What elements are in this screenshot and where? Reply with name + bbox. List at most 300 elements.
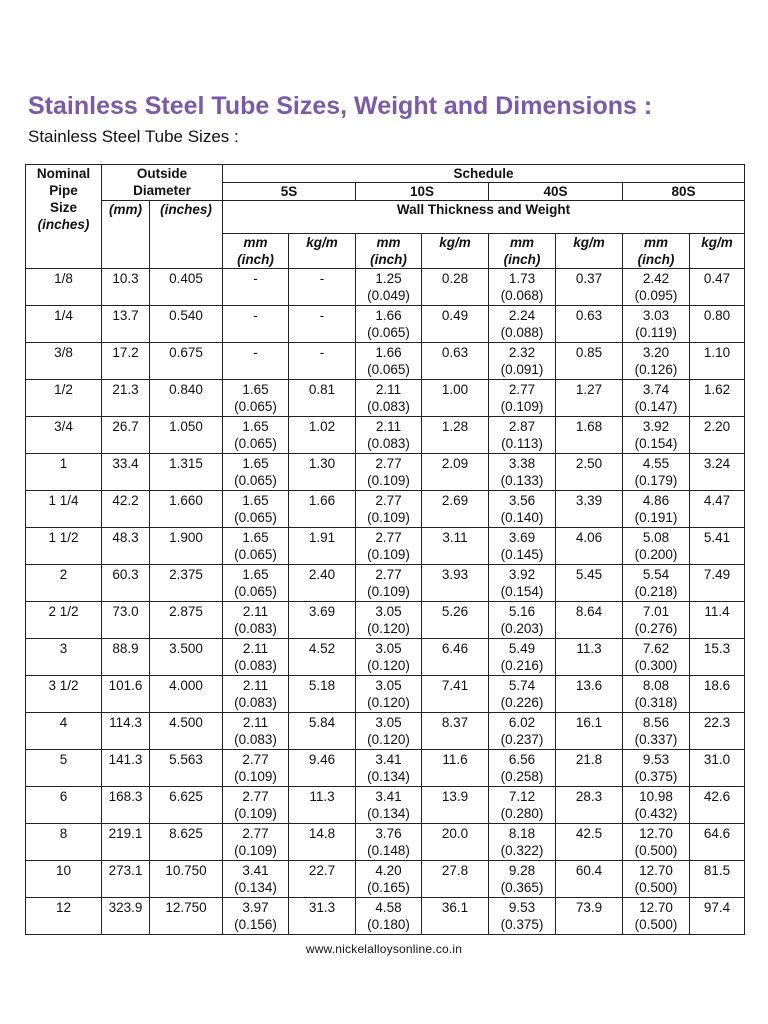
weight-kgm-cell: 22.7 [289,860,356,897]
nominal-size-cell: 3/8 [26,342,102,379]
od-inches-header: (inches) [150,201,223,269]
wall-mm-value: 8.56 [642,714,670,730]
wall-thickness-cell [223,527,289,564]
wall-mm-value: 2.24 [508,307,536,323]
wall-mm-value: 3.05 [375,714,402,730]
weight-kgm-cell: 7.49 [690,564,745,601]
unit-kgm-header: kg/m [690,233,745,268]
weight-kgm-cell: 20.0 [422,823,489,860]
weight-kgm-cell: 13.9 [422,786,489,823]
wall-mm-value: 5.08 [642,529,670,545]
wall-inch-value: (0.065) [234,435,277,451]
wall-mm-value: 2.11 [242,640,269,656]
wall-inch-value: (0.109) [234,842,277,858]
wall-thickness-cell [223,823,289,860]
wall-mm-value: 1.65 [242,455,269,471]
wall-thickness-cell [223,601,289,638]
od-mm-cell: 60.3 [102,564,150,601]
weight-kgm-cell: 14.8 [289,823,356,860]
wall-mm-value: 1.66 [375,344,402,360]
wall-inch-value: (0.083) [367,435,410,451]
wall-inch-value: (0.065) [234,398,277,414]
table-row [26,675,745,712]
wall-inch-value: (0.280) [500,805,544,821]
outside-diameter-header: Outside Diameter [102,165,223,201]
wall-inch-value: (0.083) [234,620,277,636]
weight-kgm-cell: 2.40 [289,564,356,601]
wall-mm-value: 2.11 [242,677,269,693]
wall-thickness-cell [223,379,289,416]
weight-kgm-cell: 64.6 [690,823,745,860]
weight-kgm-cell: 31.0 [690,749,745,786]
wall-mm-value: 12.70 [639,825,673,841]
weight-kgm-cell: 6.46 [422,638,489,675]
weight-kgm-cell: 42.5 [556,823,623,860]
wall-inch-value: (0.375) [500,916,544,932]
nominal-size-cell: 3 1/2 [26,675,102,712]
unit-mm-inch-header: mm (inch) [356,233,422,268]
wall-mm-value: 2.77 [375,566,402,582]
wall-thickness-cell [489,860,556,897]
weight-kgm-cell: 0.28 [422,268,489,305]
wall-thickness-cell [223,564,289,601]
wall-mm-value: 3.38 [508,455,536,471]
weight-kgm-cell: 11.3 [556,638,623,675]
weight-kgm-cell: 4.52 [289,638,356,675]
wall-inch-value: (0.134) [367,768,410,784]
weight-kgm-cell: 3.24 [690,453,745,490]
wall-thickness-cell [356,601,422,638]
weight-kgm-cell: 1.02 [289,416,356,453]
nominal-size-cell: 2 [26,564,102,601]
wall-inch-value: (0.216) [500,657,544,673]
wall-inch-value: (0.179) [634,472,678,488]
wall-mm-value: 9.53 [508,899,536,915]
nominal-size-cell: 1 [26,453,102,490]
weight-kgm-cell: 81.5 [690,860,745,897]
weight-kgm-cell: 60.4 [556,860,623,897]
wall-thickness-cell [489,712,556,749]
od-mm-cell: 88.9 [102,638,150,675]
weight-kgm-cell: 2.20 [690,416,745,453]
weight-kgm-cell: 13.6 [556,675,623,712]
wall-mm-value: 3.76 [375,825,402,841]
wall-thickness-cell [623,638,690,675]
wall-thickness-cell [356,786,422,823]
table-body [26,268,745,934]
wall-mm-value: 2.77 [242,751,269,767]
wall-thickness-cell [623,675,690,712]
weight-kgm-cell: 73.9 [556,897,623,934]
od-inches-cell: 6.625 [150,786,223,823]
od-mm-cell: 219.1 [102,823,150,860]
wall-inch-value: (0.119) [635,324,677,340]
wall-thickness-cell [356,453,422,490]
weight-kgm-cell: 8.37 [422,712,489,749]
od-inches-cell: 4.500 [150,712,223,749]
wall-inch-value: (0.134) [367,805,410,821]
wall-mm-value: 3.92 [508,566,536,582]
wall-mm-value: 2.77 [375,492,402,508]
wall-thickness-cell [623,601,690,638]
wall-thickness-cell [623,860,690,897]
wall-thickness-cell [623,749,690,786]
weight-kgm-cell: 0.80 [690,305,745,342]
weight-kgm-cell: - [289,268,356,305]
weight-kgm-cell: 1.62 [690,379,745,416]
weight-kgm-cell: 1.28 [422,416,489,453]
wall-mm-value: 10.98 [639,788,673,804]
weight-kgm-cell: 11.3 [289,786,356,823]
weight-kgm-cell: 11.4 [690,601,745,638]
nominal-size-cell: 5 [26,749,102,786]
wall-thickness-cell [356,860,422,897]
wall-inch-value: (0.500) [634,879,678,895]
wall-inch-value: (0.065) [234,509,277,525]
wall-inch-value: (0.120) [367,657,410,673]
wall-inch-value: (0.156) [234,916,277,932]
wall-mm-value: 3.69 [508,529,536,545]
weight-kgm-cell: 3.39 [556,490,623,527]
footer-url: www.nickelalloysonline.co.in [305,942,463,956]
table-row [26,860,745,897]
wall-mm-value: 1.65 [242,566,269,582]
weight-kgm-cell: 0.47 [690,268,745,305]
wall-mm-value: 3.97 [242,899,269,915]
wall-inch-value: (0.083) [234,657,277,673]
weight-kgm-cell: 0.63 [422,342,489,379]
wall-mm-value: 1.65 [242,529,269,545]
wall-thickness-cell [623,786,690,823]
schedule-40s-header: 40S [489,183,623,201]
wall-thickness-cell [489,453,556,490]
wall-thickness-cell [489,675,556,712]
od-mm-cell: 323.9 [102,897,150,934]
wall-thickness-cell [489,305,556,342]
wall-mm-value: - [253,270,258,286]
wall-thickness-cell [223,897,289,934]
nominal-size-header-spacer [26,233,102,268]
weight-kgm-cell: 1.30 [289,453,356,490]
wall-mm-value: 1.73 [508,270,536,286]
table-row [26,786,745,823]
page-subtitle: Stainless Steel Tube Sizes : [28,127,239,146]
weight-kgm-cell: 18.6 [690,675,745,712]
wall-inch-value: (0.337) [634,731,678,747]
nominal-size-header: Nominal Pipe Size (inches) [26,165,102,234]
wall-thickness-cell [489,897,556,934]
wall-inch-value: (0.049) [367,287,410,303]
wall-inch-value: (0.432) [634,805,678,821]
wall-thickness-cell [489,823,556,860]
od-inches-cell: 10.750 [150,860,223,897]
wall-thickness-cell [223,786,289,823]
wall-mm-value: 3.92 [642,418,670,434]
wall-thickness-cell [623,564,690,601]
wall-mm-value: 2.87 [508,418,536,434]
weight-kgm-cell: 42.6 [690,786,745,823]
wall-mm-value: - [253,344,258,360]
table-row [26,638,745,675]
table-row [26,897,745,934]
od-mm-cell: 10.3 [102,268,150,305]
wall-mm-value: 4.58 [375,899,402,915]
wall-thickness-cell [623,897,690,934]
nominal-size-cell: 2 1/2 [26,601,102,638]
wall-inch-value: (0.500) [634,916,678,932]
wall-inch-value: (0.258) [500,768,544,784]
table-row [26,379,745,416]
weight-kgm-cell: 0.85 [556,342,623,379]
wall-mm-value: 8.08 [642,677,670,693]
wall-inch-value: (0.120) [367,694,410,710]
od-inches-cell: 2.375 [150,564,223,601]
wall-mm-value: 3.05 [375,677,402,693]
od-inches-cell: 0.675 [150,342,223,379]
wall-mm-value: 3.20 [642,344,670,360]
wall-thickness-cell [489,342,556,379]
nominal-size-cell: 1 1/2 [26,527,102,564]
od-mm-cell: 13.7 [102,305,150,342]
wall-thickness-cell [489,749,556,786]
wall-inch-value: (0.109) [500,398,544,414]
weight-kgm-cell: 16.1 [556,712,623,749]
od-inches-cell: 1.660 [150,490,223,527]
wall-inch-value: (0.109) [234,768,277,784]
table-row [26,268,745,305]
wall-inch-value: (0.109) [367,472,410,488]
wall-thickness-cell [356,416,422,453]
wall-inch-value: (0.065) [234,583,277,599]
od-mm-cell: 26.7 [102,416,150,453]
weight-kgm-cell: 1.27 [556,379,623,416]
weight-kgm-cell: 8.64 [556,601,623,638]
nominal-size-cell: 3 [26,638,102,675]
wall-mm-value: 9.28 [508,862,536,878]
wall-inch-value: (0.109) [367,583,410,599]
wall-mm-value: 2.77 [375,455,402,471]
wall-inch-value: (0.154) [500,583,544,599]
wall-inch-value: (0.083) [234,694,277,710]
table-row [26,527,745,564]
wall-mm-value: 4.55 [642,455,670,471]
wall-thickness-cell [356,564,422,601]
schedule-5s-header: 5S [223,183,356,201]
weight-kgm-cell: 36.1 [422,897,489,934]
wall-thickness-cell [623,712,690,749]
od-mm-cell: 73.0 [102,601,150,638]
wall-inch-value: (0.126) [634,361,678,377]
wall-thickness-cell [223,416,289,453]
nominal-size-cell: 4 [26,712,102,749]
wall-inch-value: (0.109) [367,509,410,525]
wall-inch-value: (0.109) [367,546,410,562]
weight-kgm-cell: 3.69 [289,601,356,638]
wall-mm-value: 2.32 [508,344,536,360]
table-header [26,165,745,269]
wall-thickness-cell [623,305,690,342]
weight-kgm-cell: 2.09 [422,453,489,490]
wall-mm-value: 3.03 [642,307,670,323]
wall-mm-value: 3.41 [242,862,269,878]
wall-thickness-cell [356,305,422,342]
od-mm-header: (mm) [102,201,150,269]
table-row [26,490,745,527]
wall-mm-value: 2.11 [242,714,269,730]
schedule-header: Schedule [223,165,745,183]
od-inches-cell: 0.405 [150,268,223,305]
wall-thickness-cell [489,638,556,675]
weight-kgm-cell: 15.3 [690,638,745,675]
nominal-size-cell: 10 [26,860,102,897]
wall-thickness-cell [489,379,556,416]
wall-inch-value: (0.154) [634,435,678,451]
wall-inch-value: (0.140) [500,509,544,525]
weight-kgm-cell: 1.66 [289,490,356,527]
wall-mm-value: 2.77 [508,381,536,397]
wall-inch-value: (0.203) [500,620,544,636]
weight-kgm-cell: 1.68 [556,416,623,453]
nominal-size-cell: 3/4 [26,416,102,453]
wall-mm-value: 3.74 [642,381,670,397]
weight-kgm-cell: 0.49 [422,305,489,342]
weight-kgm-cell: - [289,342,356,379]
wall-thickness-cell [223,342,289,379]
wall-mm-value: 2.77 [242,825,269,841]
weight-kgm-cell: 11.6 [422,749,489,786]
wall-thickness-cell [356,490,422,527]
wall-inch-value: (0.165) [367,879,410,895]
wall-inch-value: (0.180) [367,916,410,932]
wall-thickness-cell [223,675,289,712]
nominal-size-cell: 1/8 [26,268,102,305]
weight-kgm-cell: 5.84 [289,712,356,749]
wall-mm-value: 2.11 [375,418,402,434]
weight-kgm-cell: 9.46 [289,749,356,786]
wall-mm-value: - [253,307,258,323]
wall-mm-value: 3.05 [375,640,402,656]
wall-mm-value: 6.56 [508,751,536,767]
wall-inch-value: (0.109) [234,805,277,821]
wall-thickness-cell [623,490,690,527]
wall-inch-value: (0.500) [634,842,678,858]
nominal-size-cell: 12 [26,897,102,934]
wall-mm-value: 5.16 [508,603,536,619]
weight-kgm-cell: 1.00 [422,379,489,416]
wall-inch-value: (0.276) [634,620,678,636]
wall-thickness-cell [356,749,422,786]
wall-thickness-cell [356,342,422,379]
wall-mm-value: 7.62 [642,640,670,656]
wall-thickness-cell [489,564,556,601]
wall-thickness-cell [356,379,422,416]
wall-thickness-cell [356,823,422,860]
od-mm-cell: 273.1 [102,860,150,897]
weight-kgm-cell: 1.10 [690,342,745,379]
wall-inch-value: (0.145) [500,546,544,562]
weight-kgm-cell: 28.3 [556,786,623,823]
wall-inch-value: (0.083) [234,731,277,747]
unit-kgm-header: kg/m [422,233,489,268]
weight-kgm-cell: 5.26 [422,601,489,638]
weight-kgm-cell: 0.81 [289,379,356,416]
od-mm-cell: 33.4 [102,453,150,490]
unit-kgm-header: kg/m [556,233,623,268]
od-inches-cell: 3.500 [150,638,223,675]
wall-inch-value: (0.191) [634,509,678,525]
wall-mm-value: 1.66 [375,307,402,323]
table-row [26,342,745,379]
wall-mm-value: 1.65 [242,381,269,397]
wall-inch-value: (0.065) [367,361,410,377]
od-mm-cell: 42.2 [102,490,150,527]
weight-kgm-cell: 21.8 [556,749,623,786]
wall-inch-value: (0.120) [367,620,410,636]
weight-kgm-cell: 5.45 [556,564,623,601]
od-mm-cell: 168.3 [102,786,150,823]
od-inches-cell: 12.750 [150,897,223,934]
od-mm-cell: 114.3 [102,712,150,749]
wall-inch-value: (0.095) [634,287,678,303]
weight-kgm-cell: 7.41 [422,675,489,712]
wall-mm-value: 9.53 [642,751,670,767]
wall-inch-value: (0.318) [634,694,678,710]
nominal-size-cell: 1 1/4 [26,490,102,527]
wall-inch-value: (0.226) [500,694,544,710]
unit-mm-inch-header: mm (inch) [489,233,556,268]
wall-mm-value: 4.20 [375,862,402,878]
weight-kgm-cell: 4.06 [556,527,623,564]
wall-thickness-cell [223,712,289,749]
weight-kgm-cell: 0.37 [556,268,623,305]
wall-mm-value: 2.42 [642,270,670,286]
wall-thickness-cell [356,268,422,305]
wall-thickness-cell [223,490,289,527]
weight-kgm-cell: 5.41 [690,527,745,564]
wall-inch-value: (0.375) [634,768,678,784]
wall-inch-value: (0.065) [234,472,277,488]
wall-thickness-cell [623,268,690,305]
wall-inch-value: (0.365) [500,879,544,895]
od-inches-cell: 1.050 [150,416,223,453]
weight-kgm-cell: 22.3 [690,712,745,749]
wall-mm-value: 2.11 [375,381,402,397]
wall-thickness-cell [623,527,690,564]
od-inches-cell: 4.000 [150,675,223,712]
weight-kgm-cell: 0.63 [556,305,623,342]
wall-thickness-cell [623,342,690,379]
od-inches-cell: 8.625 [150,823,223,860]
wall-thickness-cell [623,453,690,490]
table-row [26,305,745,342]
nominal-size-cell: 6 [26,786,102,823]
weight-kgm-cell: - [289,305,356,342]
wall-mm-value: 3.05 [375,603,402,619]
wall-mm-value: 2.77 [242,788,269,804]
wall-mm-value: 5.54 [642,566,670,582]
unit-mm-inch-header: mm (inch) [223,233,289,268]
wall-thickness-cell [356,527,422,564]
wall-thickness-cell [356,897,422,934]
wall-inch-value: (0.322) [500,842,544,858]
unit-kgm-header: kg/m [289,233,356,268]
wall-inch-value: (0.133) [500,472,544,488]
wall-mm-value: 2.77 [375,529,402,545]
nominal-size-cell: 8 [26,823,102,860]
wall-inch-value: (0.200) [634,546,678,562]
od-inches-cell: 0.540 [150,305,223,342]
od-mm-cell: 17.2 [102,342,150,379]
